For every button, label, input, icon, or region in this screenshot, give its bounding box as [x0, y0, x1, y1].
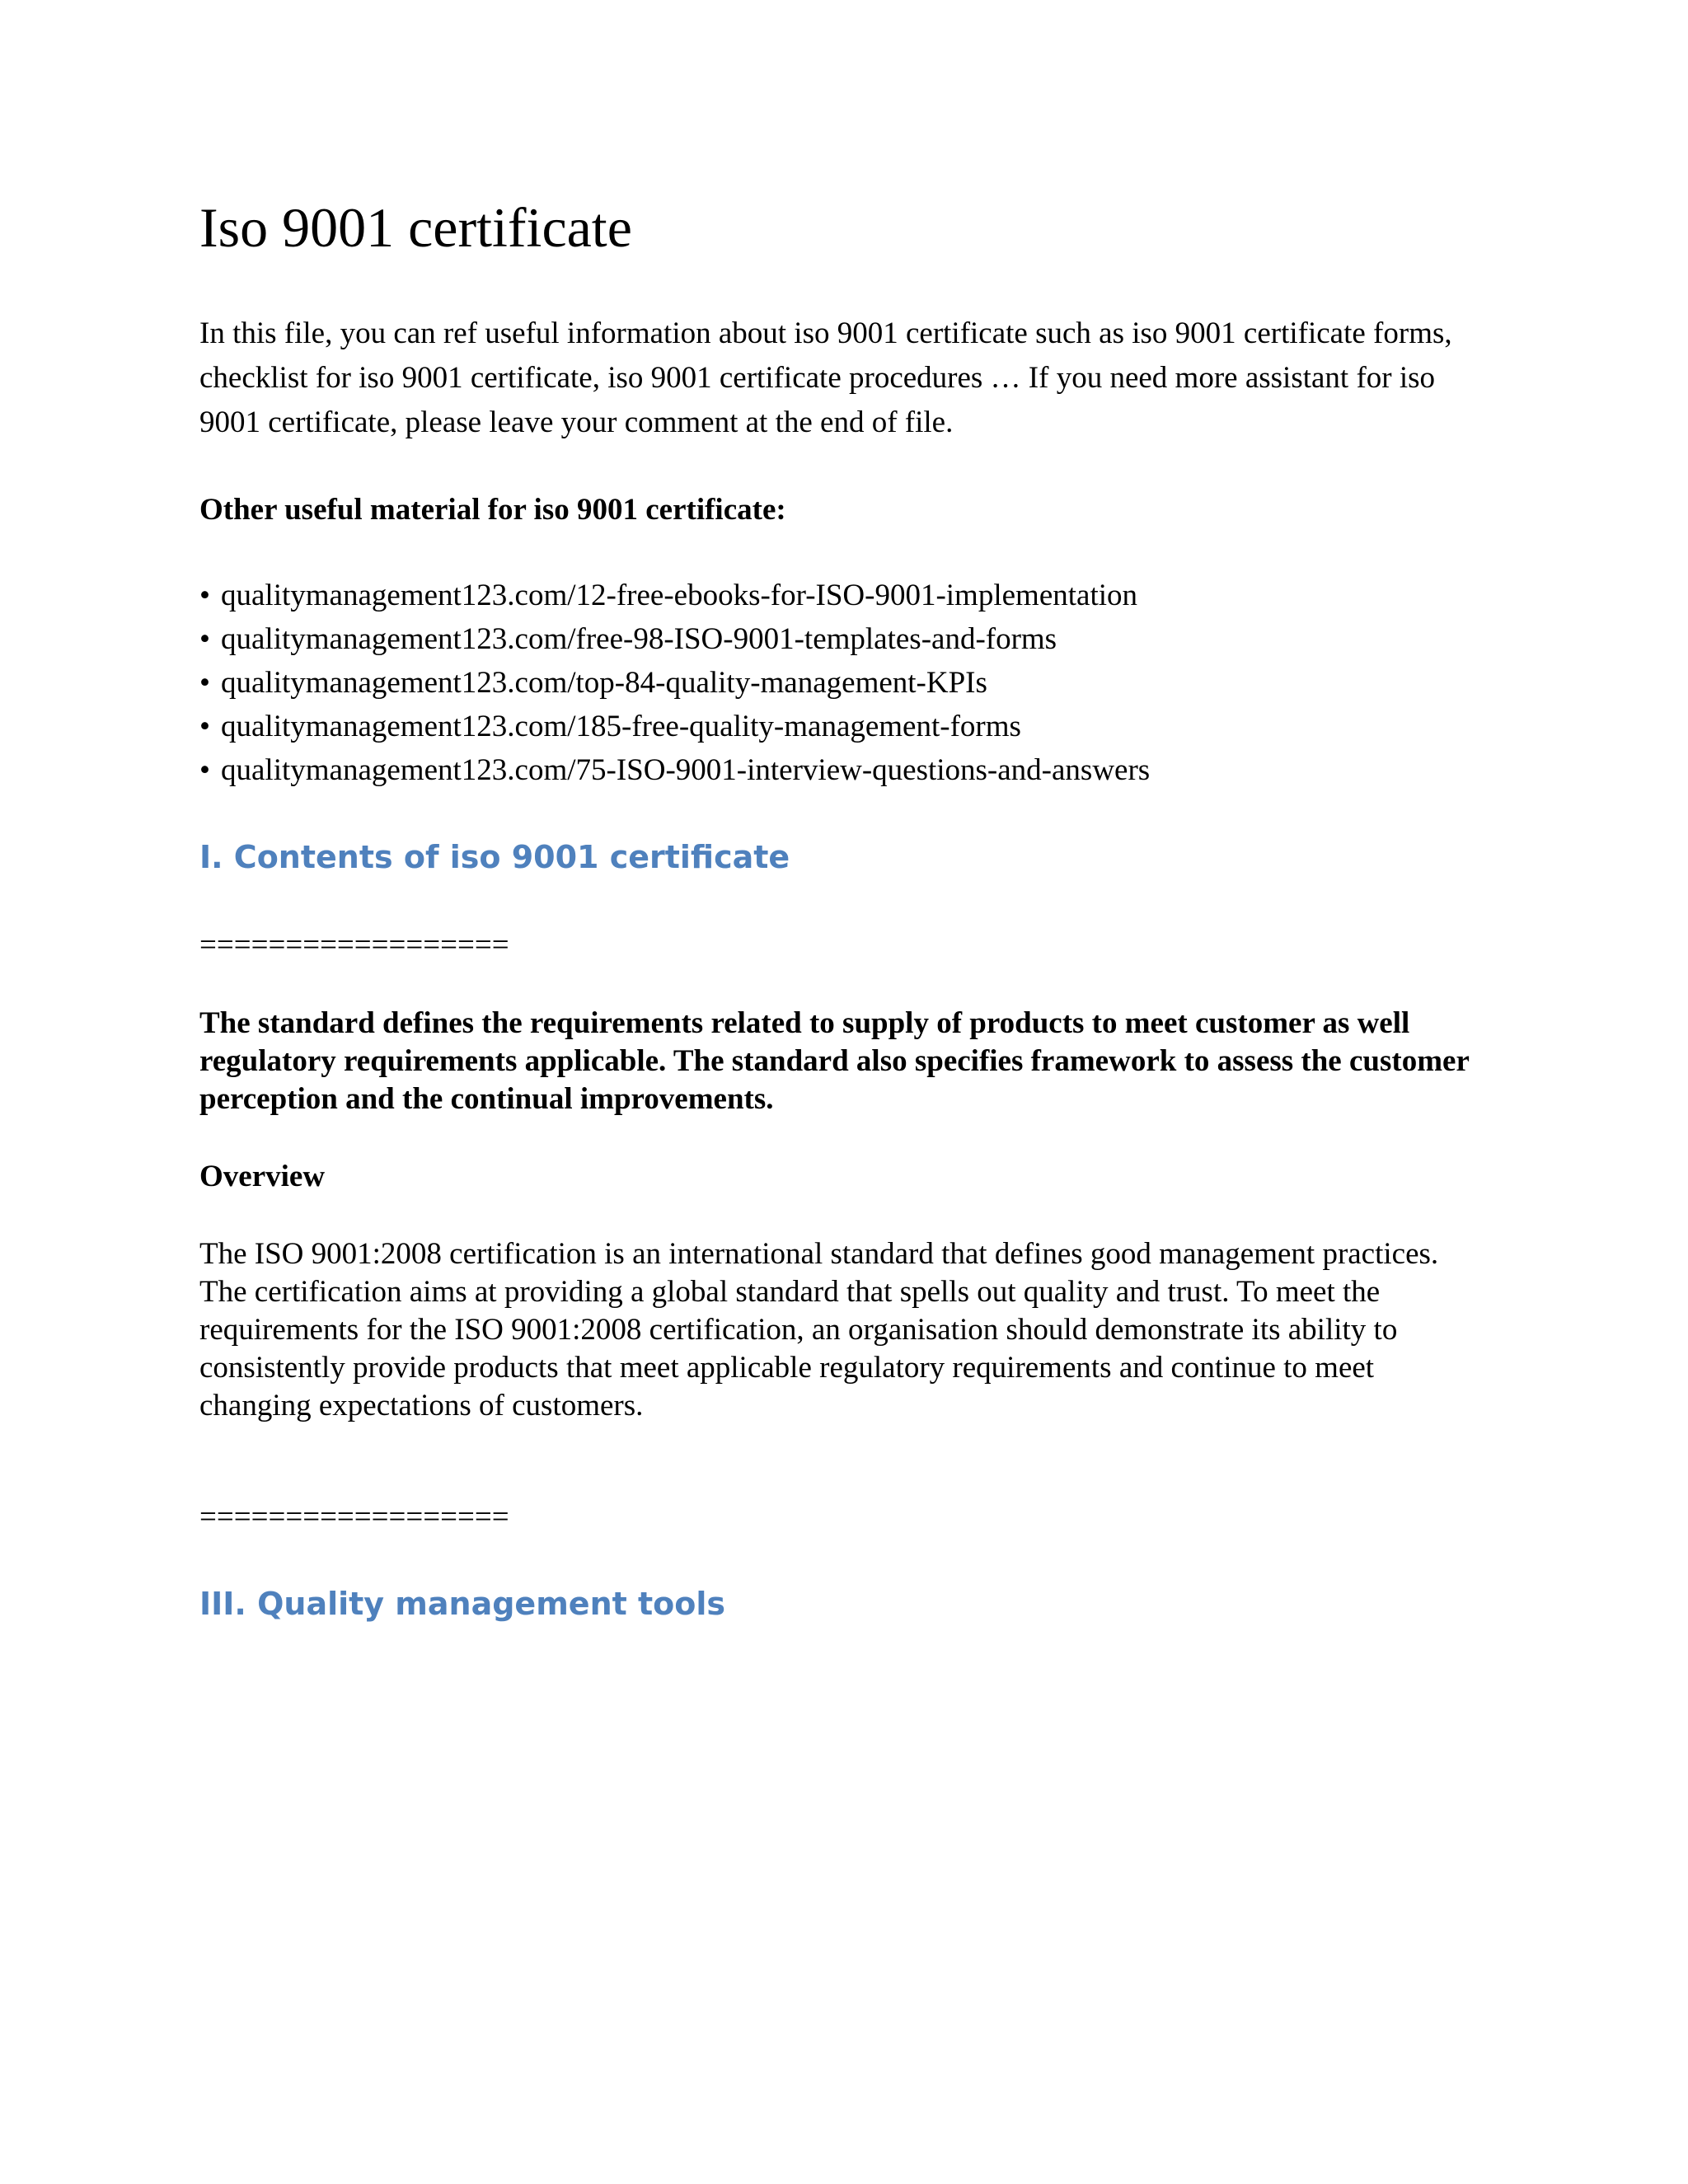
- list-item[interactable]: [199, 705, 1485, 748]
- bullet-icon: •: [199, 579, 210, 612]
- section-heading-quality-tools: III. Quality management tools: [199, 1586, 726, 1622]
- resource-link[interactable]: qualitymanagement123.com/free-98-ISO-9001-templates-and-forms: [221, 622, 1057, 656]
- resource-link-list: [199, 574, 1485, 792]
- resource-link[interactable]: qualitymanagement123.com/75-ISO-9001-interview-questions-and-answers: [221, 753, 1151, 787]
- document-title: Iso 9001 certificate: [199, 196, 632, 259]
- separator-line: ==================: [199, 928, 509, 962]
- resource-link[interactable]: qualitymanagement123.com/12-free-ebooks-for-ISO-9001-implementation: [221, 579, 1138, 612]
- bullet-icon: •: [199, 753, 210, 787]
- list-item[interactable]: [199, 661, 1485, 705]
- bullet-icon: •: [199, 710, 210, 743]
- bullet-icon: •: [199, 622, 210, 656]
- bullet-icon: •: [199, 666, 210, 700]
- intro-paragraph: In this file, you can ref useful information about iso 9001 certificate such as iso 9001 certificate forms, checklist for iso 9001 certificate, iso 9001 certificate procedures … If you need more assistant for iso 9001 certificate, please leave your comment at the end of file.: [199, 316, 1452, 439]
- list-item[interactable]: [199, 617, 1485, 661]
- resource-link[interactable]: qualitymanagement123.com/185-free-quality-management-forms: [221, 710, 1021, 743]
- overview-heading: Overview: [199, 1160, 326, 1193]
- standard-description: The standard defines the requirements related to supply of products to meet customer as well regulatory requirements applicable. The standard also specifies framework to assess the customer perception and the continual improvements.: [199, 1006, 1470, 1116]
- separator-line: ==================: [199, 1500, 509, 1534]
- overview-paragraph: The ISO 9001:2008 certification is an international standard that defines good management practices. The certification aims at providing a global standard that spells out quality and trust. To meet the requirements for the ISO 9001:2008 certification, an organisation should demonstrate its ability to consistently provide products that meet applicable regulatory requirements and continue to meet changing expectations of customers.: [199, 1237, 1439, 1422]
- list-item[interactable]: [199, 574, 1485, 617]
- other-material-heading: Other useful material for iso 9001 certificate:: [199, 493, 786, 527]
- document-content: [199, 191, 1485, 1626]
- resource-link[interactable]: qualitymanagement123.com/top-84-quality-management-KPIs: [221, 666, 987, 700]
- list-item[interactable]: [199, 748, 1485, 792]
- section-heading-contents: I. Contents of iso 9001 certificate: [199, 839, 790, 875]
